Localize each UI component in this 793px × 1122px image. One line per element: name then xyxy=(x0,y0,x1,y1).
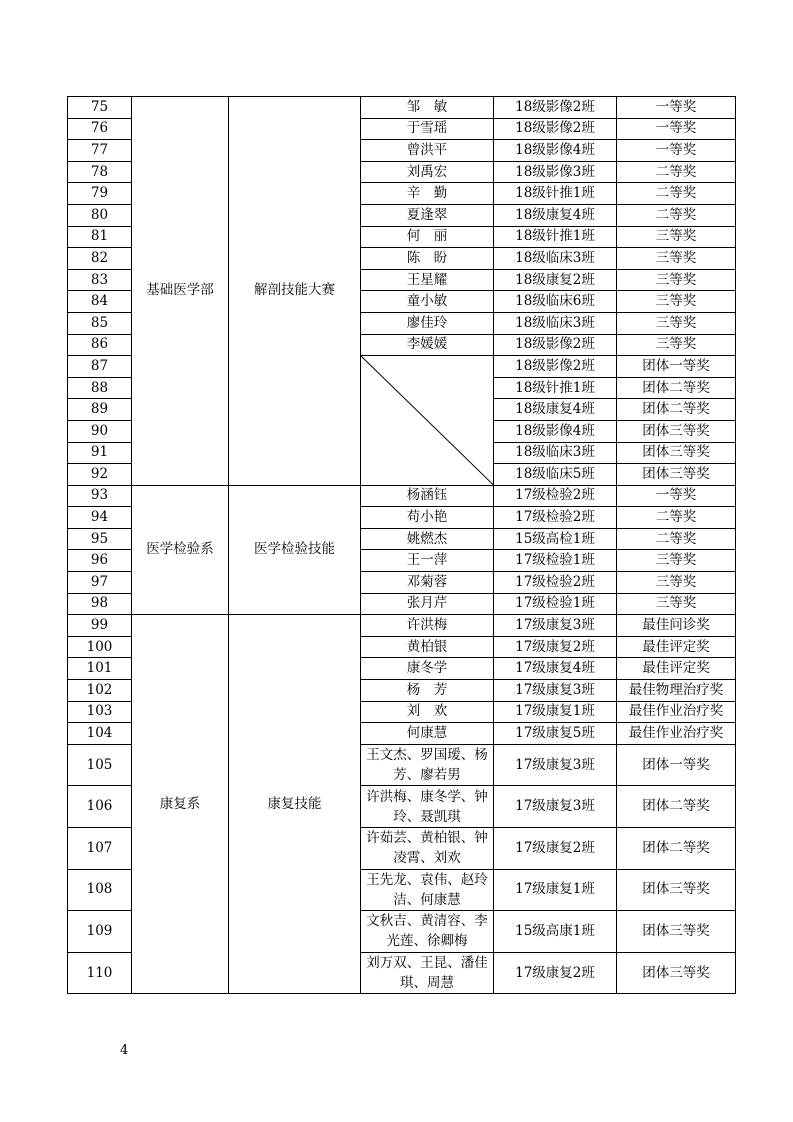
awards-table-body xyxy=(68,97,736,994)
student-name: 陈 盼 xyxy=(361,248,494,270)
class-name: 15级高检1班 xyxy=(494,528,617,550)
award-level: 三等奖 xyxy=(617,226,736,248)
row-number: 77 xyxy=(68,140,132,162)
empty-name-cell-with-diagonal xyxy=(361,356,494,486)
row-number: 75 xyxy=(68,97,132,119)
team-members-line: 洁、何康慧 xyxy=(393,891,461,908)
class-name: 18级针推1班 xyxy=(494,183,617,205)
class-name: 17级康复4班 xyxy=(494,658,617,680)
row-number: 90 xyxy=(68,420,132,442)
award-level: 三等奖 xyxy=(617,334,736,356)
team-members-line: 文秋吉、黄清容、李 xyxy=(366,913,488,930)
page-number: 4 xyxy=(120,1043,129,1058)
competition-cell: 解剖技能大赛 xyxy=(229,97,361,486)
student-name: 辛 勤 xyxy=(361,183,494,205)
row-number: 107 xyxy=(68,828,132,870)
class-name: 17级康复3班 xyxy=(494,744,617,786)
award-level: 三等奖 xyxy=(617,269,736,291)
class-name: 18级影像4班 xyxy=(494,140,617,162)
team-members-line: 王文杰、罗国瑷、杨 xyxy=(366,747,488,764)
award-level: 团体三等奖 xyxy=(617,952,736,994)
class-name: 17级检验2班 xyxy=(494,507,617,529)
class-name: 18级临床3班 xyxy=(494,442,617,464)
class-name: 18级针推1班 xyxy=(494,226,617,248)
student-name: 王星耀 xyxy=(361,269,494,291)
student-name: 刘禹宏 xyxy=(361,161,494,183)
class-name: 17级康复3班 xyxy=(494,615,617,637)
table-row xyxy=(68,97,736,119)
award-level: 二等奖 xyxy=(617,161,736,183)
row-number: 106 xyxy=(68,786,132,828)
award-level: 团体二等奖 xyxy=(617,828,736,870)
student-name: 刘 欢 xyxy=(361,701,494,723)
class-name: 17级康复1班 xyxy=(494,869,617,911)
class-name: 17级康复2班 xyxy=(494,952,617,994)
student-name: 张月芹 xyxy=(361,593,494,615)
team-members xyxy=(361,869,494,911)
award-level: 三等奖 xyxy=(617,291,736,313)
award-level: 二等奖 xyxy=(617,183,736,205)
class-name: 18级影像2班 xyxy=(494,118,617,140)
team-members-line: 玲、聂凯琪 xyxy=(393,808,461,825)
award-level: 团体二等奖 xyxy=(617,399,736,421)
row-number: 81 xyxy=(68,226,132,248)
student-name: 许洪梅 xyxy=(361,615,494,637)
award-level: 团体二等奖 xyxy=(617,786,736,828)
award-level: 团体三等奖 xyxy=(617,464,736,486)
class-name: 18级临床3班 xyxy=(494,312,617,334)
award-level: 一等奖 xyxy=(617,485,736,507)
team-members xyxy=(361,911,494,953)
competition-cell: 康复技能 xyxy=(229,615,361,994)
class-name: 17级康复3班 xyxy=(494,786,617,828)
student-name: 曾洪平 xyxy=(361,140,494,162)
award-level: 三等奖 xyxy=(617,248,736,270)
class-name: 17级检验1班 xyxy=(494,550,617,572)
table-row xyxy=(68,485,736,507)
row-number: 98 xyxy=(68,593,132,615)
row-number: 83 xyxy=(68,269,132,291)
team-members-line: 琪、周慧 xyxy=(400,975,454,992)
row-number: 82 xyxy=(68,248,132,270)
class-name: 17级检验2班 xyxy=(494,572,617,594)
class-name: 18级临床5班 xyxy=(494,464,617,486)
award-level: 一等奖 xyxy=(617,97,736,119)
award-level: 最佳作业治疗奖 xyxy=(617,723,736,745)
team-members-line: 许茹芸、黄柏银、钟 xyxy=(366,830,488,847)
student-name: 杨涵钰 xyxy=(361,485,494,507)
row-number: 100 xyxy=(68,636,132,658)
awards-table xyxy=(67,96,736,994)
row-number: 85 xyxy=(68,312,132,334)
department-cell: 康复系 xyxy=(132,615,229,994)
class-name: 17级康复3班 xyxy=(494,680,617,702)
student-name: 夏逢翠 xyxy=(361,204,494,226)
row-number: 104 xyxy=(68,723,132,745)
award-level: 团体三等奖 xyxy=(617,420,736,442)
award-level: 三等奖 xyxy=(617,312,736,334)
row-number: 79 xyxy=(68,183,132,205)
student-name: 何 丽 xyxy=(361,226,494,248)
student-name: 王一萍 xyxy=(361,550,494,572)
competition-cell: 医学检验技能 xyxy=(229,485,361,615)
row-number: 108 xyxy=(68,869,132,911)
row-number: 89 xyxy=(68,399,132,421)
team-members xyxy=(361,744,494,786)
team-members xyxy=(361,828,494,870)
row-number: 76 xyxy=(68,118,132,140)
award-level: 三等奖 xyxy=(617,550,736,572)
team-members-line: 芳、廖若男 xyxy=(393,767,461,784)
team-members-line: 刘万双、王昆、潘佳 xyxy=(366,955,488,972)
row-number: 84 xyxy=(68,291,132,313)
row-number: 88 xyxy=(68,377,132,399)
team-members-line: 凌霄、刘欢 xyxy=(393,850,461,867)
row-number: 109 xyxy=(68,911,132,953)
award-level: 最佳物理治疗奖 xyxy=(617,680,736,702)
row-number: 92 xyxy=(68,464,132,486)
class-name: 18级影像4班 xyxy=(494,420,617,442)
row-number: 95 xyxy=(68,528,132,550)
student-name: 何康慧 xyxy=(361,723,494,745)
class-name: 18级影像2班 xyxy=(494,334,617,356)
student-name: 杨 芳 xyxy=(361,680,494,702)
class-name: 17级康复1班 xyxy=(494,701,617,723)
row-number: 101 xyxy=(68,658,132,680)
class-name: 18级影像3班 xyxy=(494,161,617,183)
row-number: 96 xyxy=(68,550,132,572)
student-name: 苟小艳 xyxy=(361,507,494,529)
award-level: 三等奖 xyxy=(617,593,736,615)
team-members-line: 光莲、徐卿梅 xyxy=(386,933,468,950)
award-level: 二等奖 xyxy=(617,204,736,226)
class-name: 17级检验2班 xyxy=(494,485,617,507)
student-name: 康冬学 xyxy=(361,658,494,680)
row-number: 105 xyxy=(68,744,132,786)
class-name: 18级针推1班 xyxy=(494,377,617,399)
department-cell: 基础医学部 xyxy=(132,97,229,486)
row-number: 97 xyxy=(68,572,132,594)
class-name: 18级康复4班 xyxy=(494,399,617,421)
award-level: 团体三等奖 xyxy=(617,869,736,911)
row-number: 94 xyxy=(68,507,132,529)
row-number: 110 xyxy=(68,952,132,994)
student-name: 邓菊蓉 xyxy=(361,572,494,594)
team-members-line: 王先龙、袁伟、赵玲 xyxy=(366,871,488,888)
student-name: 于雪瑶 xyxy=(361,118,494,140)
award-level: 团体一等奖 xyxy=(617,744,736,786)
award-level: 团体三等奖 xyxy=(617,911,736,953)
award-level: 团体一等奖 xyxy=(617,356,736,378)
award-level: 二等奖 xyxy=(617,528,736,550)
row-number: 93 xyxy=(68,485,132,507)
row-number: 80 xyxy=(68,204,132,226)
award-level: 一等奖 xyxy=(617,118,736,140)
class-name: 15级高康1班 xyxy=(494,911,617,953)
row-number: 91 xyxy=(68,442,132,464)
class-name: 18级临床3班 xyxy=(494,248,617,270)
team-members xyxy=(361,952,494,994)
award-level: 最佳问诊奖 xyxy=(617,615,736,637)
row-number: 87 xyxy=(68,356,132,378)
class-name: 18级临床6班 xyxy=(494,291,617,313)
class-name: 18级康复4班 xyxy=(494,204,617,226)
award-level: 三等奖 xyxy=(617,572,736,594)
class-name: 17级康复2班 xyxy=(494,828,617,870)
student-name: 黄柏银 xyxy=(361,636,494,658)
class-name: 18级影像2班 xyxy=(494,356,617,378)
diagonal-slash-line xyxy=(361,356,493,485)
award-level: 最佳评定奖 xyxy=(617,636,736,658)
award-level: 最佳作业治疗奖 xyxy=(617,701,736,723)
award-level: 最佳评定奖 xyxy=(617,658,736,680)
student-name: 邹 敏 xyxy=(361,97,494,119)
class-name: 17级康复5班 xyxy=(494,723,617,745)
award-level: 团体三等奖 xyxy=(617,442,736,464)
row-number: 86 xyxy=(68,334,132,356)
row-number: 102 xyxy=(68,680,132,702)
department-cell: 医学检验系 xyxy=(132,485,229,615)
team-members xyxy=(361,786,494,828)
student-name: 姚燃杰 xyxy=(361,528,494,550)
student-name: 童小敏 xyxy=(361,291,494,313)
table-row xyxy=(68,615,736,637)
student-name: 廖佳玲 xyxy=(361,312,494,334)
class-name: 17级康复2班 xyxy=(494,636,617,658)
row-number: 103 xyxy=(68,701,132,723)
row-number: 78 xyxy=(68,161,132,183)
row-number: 99 xyxy=(68,615,132,637)
class-name: 17级检验1班 xyxy=(494,593,617,615)
award-level: 团体二等奖 xyxy=(617,377,736,399)
class-name: 18级康复2班 xyxy=(494,269,617,291)
student-name: 李媛媛 xyxy=(361,334,494,356)
class-name: 18级影像2班 xyxy=(494,97,617,119)
team-members-line: 许洪梅、康冬学、钟 xyxy=(366,788,488,805)
award-level: 一等奖 xyxy=(617,140,736,162)
award-level: 二等奖 xyxy=(617,507,736,529)
